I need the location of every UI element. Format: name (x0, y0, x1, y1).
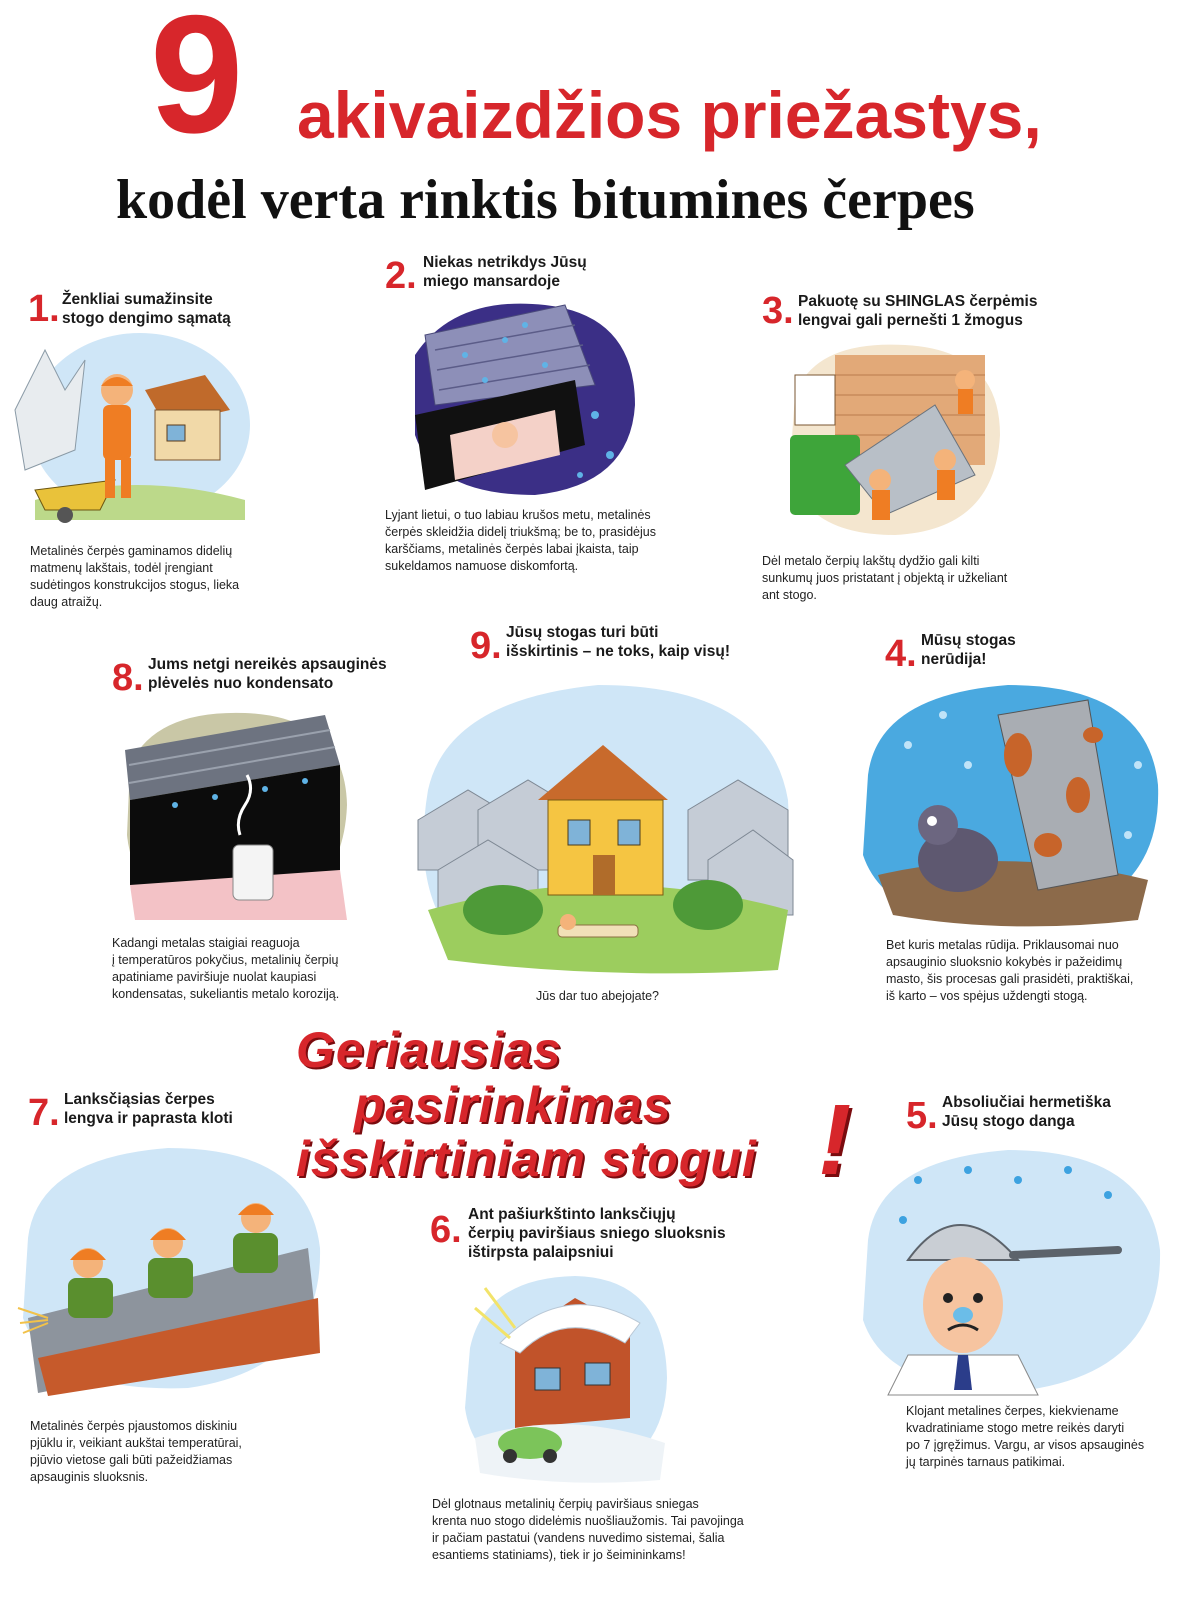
reason-title: Ant pašiurkštinto lanksčiųjų čerpių paviršiaus sniego sluoksnis ištirpsta palaipsniui (468, 1206, 726, 1261)
reason-6-description: Dėl glotnaus metalinių čerpių paviršiaus sniegas krenta nuo stogo didelėmis nuošliaužomis. Tai pavojinga ir pačiam pastatui (vandens nuvedimo sistemai, šalia esantiems statiniams), tiek ir jo šeimininkams! (432, 1497, 744, 1562)
illustration-worker-wheelbarrow (5, 330, 255, 530)
reason-number: 5. (906, 1095, 938, 1137)
slogan-line-2: pasirinkimas (354, 1077, 672, 1133)
reason-9-description: Jūs dar tuo abejojate? (536, 989, 660, 1003)
illustration-condensation-kettle (115, 705, 360, 925)
reason-number: 1. (28, 288, 60, 330)
illustration-rain-attic (395, 295, 645, 505)
reason-title: Lanksčiąsias čerpes lengva ir paprasta kloti (64, 1091, 233, 1127)
reason-5-description: Klojant metalines čerpes, kiekviename kvadratiniame stogo metre reikės daryti po 7 įgręžimus. Vargu, ar visos apsauginės jų tarpinės tarnaus patikimai. (906, 1404, 1145, 1469)
reason-8-description: Kadangi metalas staigiai reaguoja į temperatūros pokyčius, metalinių čerpių apatiniame paviršiuje nuolat kaupiasi kondensatas, sukeliantis metalo koroziją. (112, 936, 340, 1001)
illustration-carrying-sheets (775, 335, 1015, 545)
reason-number: 6. (430, 1209, 462, 1251)
reason-number: 7. (28, 1092, 60, 1134)
reason-title: Pakuotę su SHINGLAS čerpėmis lengvai gali pernešti 1 žmogus (798, 293, 1038, 329)
slogan-exclamation: ! (818, 1084, 852, 1196)
illustration-roofers (8, 1138, 328, 1398)
reason-number: 9. (470, 625, 502, 667)
header-subtitle: kodėl verta rinktis bitumines čerpes (116, 169, 975, 231)
reason-3-description: Dėl metalo čerpių lakštų dydžio gali kilti sunkumų juos pristatant į objektą ir užkeliant ant stogo. (762, 554, 1008, 602)
slogan-line-3: išskirtiniam stogui (296, 1131, 757, 1187)
reason-title: Niekas netrikdys Jūsų miego mansardoje (423, 254, 587, 290)
reason-2-description: Lyjant lietui, o tuo labiau krušos metu, metalinės čerpės skleidžia didelį triukšmą; be to, prasidėjus karščiams, metalinės čerpės labai įkaista, taip sukeldamos namuose diskomfortą. (385, 508, 656, 573)
illustration-unique-house (408, 670, 800, 980)
reason-number: 3. (762, 290, 794, 332)
reason-number: 8. (112, 657, 144, 699)
header-number: 9 (150, 0, 240, 168)
reason-title: Jūsų stogas turi būti išskirtinis – ne toks, kaip visų! (506, 624, 730, 660)
illustration-colander-man (848, 1140, 1168, 1395)
header-title: akivaizdžios priežastys, (297, 78, 1042, 152)
reason-7-description: Metalinės čerpės pjaustomos diskiniu pjūklu ir, veikiant aukštai temperatūrai, pjūvio vietose gali būti pažeidžiamas apsauginis sluoksnis. (30, 1419, 242, 1484)
slogan-line-1: Geriausias (296, 1022, 562, 1078)
illustration-snow-house (455, 1268, 675, 1488)
reason-title: Ženkliai sumažinsite stogo dengimo sąmatą (62, 291, 231, 327)
reason-4-description: Bet kuris metalas rūdija. Priklausomai nuo apsauginio sluoksnio kokybės ir pažeidimų masto, šis procesas gali prasidėti, praktiškai, iš karto – vos spėjus uždengti stogą. (886, 938, 1134, 1003)
reason-number: 4. (885, 633, 917, 675)
reason-title: Mūsų stogas nerūdija! (921, 632, 1016, 668)
illustration-rusty-bucket (848, 675, 1168, 935)
reason-title: Absoliučiai hermetiška Jūsų stogo danga (942, 1094, 1111, 1130)
reason-1-description: Metalinės čerpės gaminamos didelių matmenų lakštais, todėl įrengiant sudėtingos konstrukcijos stogus, lieka daug atraižų. (30, 544, 240, 609)
reason-title: Jums netgi nereikės apsauginės plėvelės nuo kondensato (148, 656, 387, 692)
reason-number: 2. (385, 255, 417, 297)
